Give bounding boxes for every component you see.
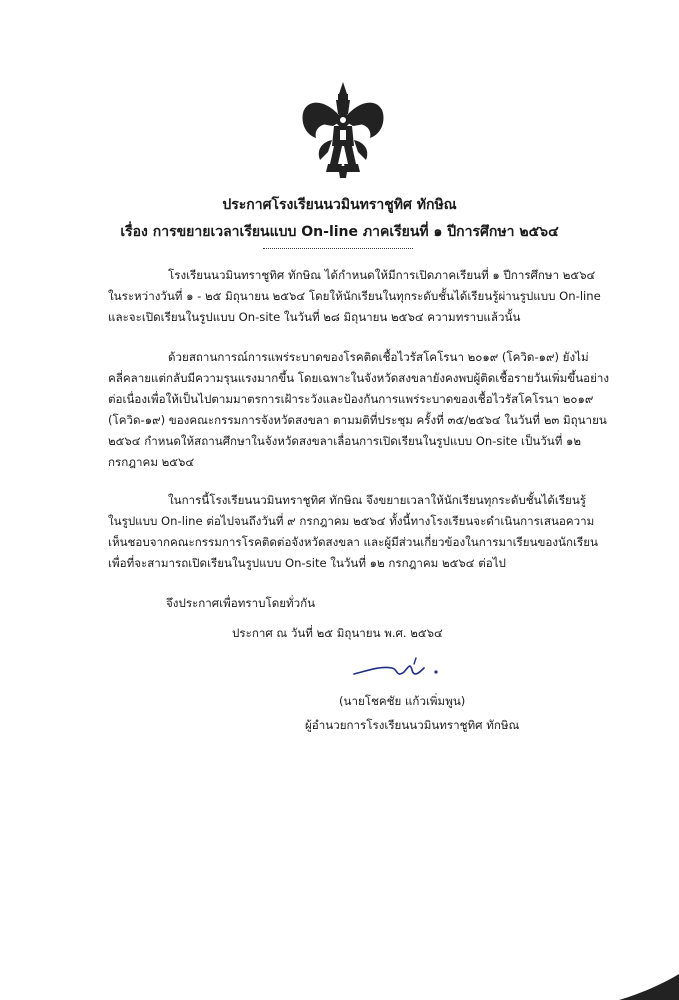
paragraph-line: ในระหว่างวันที่ ๑ - ๒๕ มิถุนายน ๒๕๖๔ โดยให้นักเรียนในทุกระดับชั้นได้เรียนรู้ผ่านรูปแบบ On-line xyxy=(108,289,601,303)
paragraph-opening xyxy=(108,265,618,328)
paragraph-line: (โควิด-๑๙) ของคณะกรรมการจังหวัดสงขลา ตามมติที่ประชุม ครั้งที่ ๓๕/๒๕๖๔ ในวันที่ ๒๓ มิถุนายน xyxy=(108,413,607,427)
paragraph-line: ต่อเนื่องเพื่อให้เป็นไปตามมาตรการเฝ้าระวังและป้องกันการแพร่ระบาดของเชื้อไวรัสโคโรนา ๒๐๑๙ xyxy=(108,392,594,406)
paragraph-line: และจะเปิดเรียนในรูปแบบ On-site ในวันที่ ๒๘ มิถุนายน ๒๕๖๔ ความทราบแล้วนั้น xyxy=(108,310,521,324)
announcement-date: ประกาศ ณ วันที่ ๒๕ มิถุนายน พ.ศ. ๒๕๖๔ xyxy=(232,626,443,640)
paragraph-line: คลี่คลายแต่กลับมีความรุนแรงมากขึ้น โดยเฉพาะในจังหวัดสงขลายังคงพบผู้ติดเชื้อรายวันเพิ่มขึ้นอย่าง xyxy=(108,371,610,385)
paragraph-line: ๒๕๖๔ กำหนดให้สถานศึกษาในจังหวัดสงขลาเลื่อนการเปิดเรียนในรูปแบบ On-site เป็นวันที่ ๑๒ xyxy=(108,434,582,448)
signer-name: (นายโชคชัย แก้วเพิ่มพูน) xyxy=(339,694,466,708)
announcement-statement: จึงประกาศเพื่อทราบโดยทั่วกัน xyxy=(166,596,316,610)
paragraph-line: กรกฎาคม ๒๕๖๔ xyxy=(108,455,195,469)
document-title: ประกาศโรงเรียนนวมินทราชูทิศ ทักษิณ xyxy=(222,197,457,213)
signature-image xyxy=(350,652,470,688)
document-subject: เรื่อง การขยายเวลาเรียนแบบ On-line ภาคเรียนที่ ๑ ปีการศึกษา ๒๕๖๔ xyxy=(120,224,559,240)
paragraph-line: ในรูปแบบ On-line ต่อไปจนถึงวันที่ ๙ กรกฎาคม ๒๕๖๔ ทั้งนี้ทางโรงเรียนจะดำเนินการเสนอความ xyxy=(108,514,595,528)
paragraph-line: เพื่อที่จะสามารถเปิดเรียนในรูปแบบ On-site ในวันที่ ๑๒ กรกฎาคม ๒๕๖๔ ต่อไป xyxy=(108,556,506,570)
paragraph-line: โรงเรียนนวมินทราชูทิศ ทักษิณ ได้กำหนดให้มีการเปิดภาคเรียนที่ ๑ ปีการศึกษา ๒๕๖๔ xyxy=(168,268,596,282)
paragraph-line: ในการนี้โรงเรียนนวมินทราชูทิศ ทักษิณ จึงขยายเวลาให้นักเรียนทุกระดับชั้นได้เรียนรู้ xyxy=(168,493,586,507)
paragraph-line: เห็นชอบจากคณะกรรมการโรคติดต่อจังหวัดสงขลา และผู้มีส่วนเกี่ยวข้องในการมาเรียนของนักเรียน xyxy=(108,535,598,549)
dotted-divider xyxy=(263,248,413,249)
paragraph-extension xyxy=(108,490,618,574)
garuda-emblem-icon xyxy=(298,80,388,180)
paragraph-line: ด้วยสถานการณ์การแพร่ระบาดของโรคติดเชื้อไวรัสโคโรนา ๒๐๑๙ (โควิด-๑๙) ยังไม่ xyxy=(168,350,589,364)
paragraph-situation xyxy=(108,347,618,473)
corner-decoration xyxy=(619,974,679,1000)
signer-position: ผู้อำนวยการโรงเรียนนวมินทราชูทิศ ทักษิณ xyxy=(305,718,520,732)
